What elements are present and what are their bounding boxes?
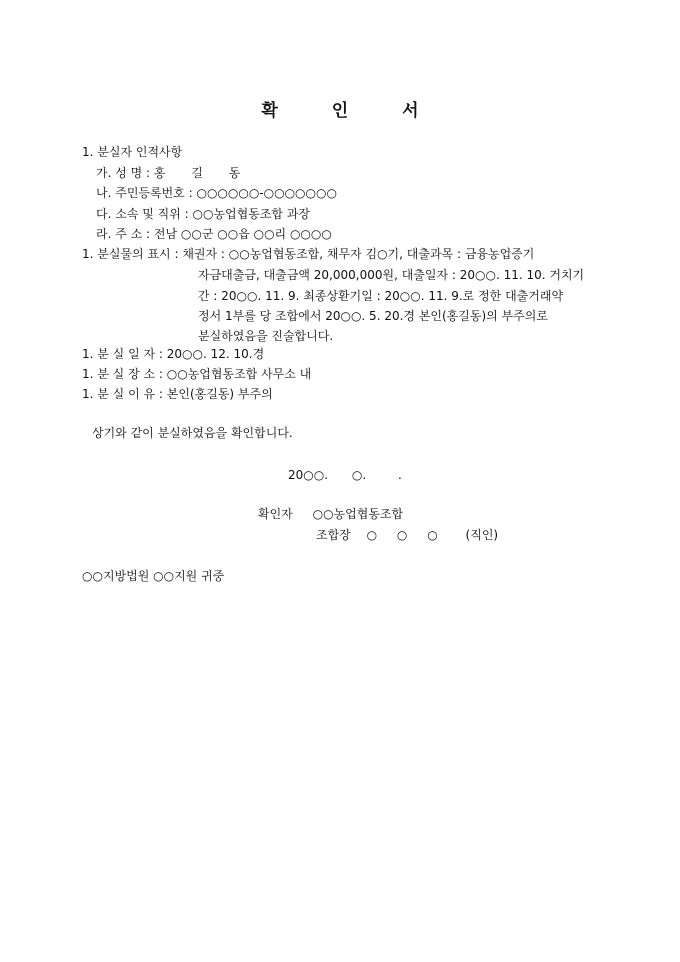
- name-label: 가. 성 명 :: [96, 166, 151, 180]
- date-year: 20○○.: [288, 468, 329, 482]
- signer-label: 확인자: [258, 507, 293, 521]
- document-date: [288, 464, 402, 486]
- lost-item-label: 1. 분실물의 표시 :: [82, 247, 179, 261]
- loss-reason-label: 1. 분 실 이 유 :: [82, 387, 163, 401]
- loss-place-value: ○○농업협동조합 사무소 내: [166, 367, 312, 381]
- signer-name-char-2: ○: [396, 528, 408, 542]
- section-personal-heading: 1. 분실자 인적사항: [82, 145, 183, 159]
- name-row: [96, 162, 262, 184]
- loss-reason-value: 본인(홍길동) 부주의: [166, 387, 273, 401]
- rrn-label: 나. 주민등록번호 :: [96, 186, 193, 200]
- signer-row: [258, 503, 403, 525]
- lost-item-row: [82, 243, 534, 265]
- signer-org: ○○농업협동조합: [312, 507, 404, 521]
- job-label: 다. 소속 및 직위 :: [96, 207, 189, 221]
- signer-title: 조합장: [316, 528, 351, 542]
- seal-note: (직인): [465, 528, 499, 542]
- loss-date-value: 20○○. 12. 10.경: [166, 347, 265, 361]
- job-value: ○○농업협동조합 과장: [192, 207, 310, 221]
- title-char-2: 인: [331, 101, 349, 121]
- loss-date-row: [82, 343, 264, 365]
- lost-item-line-3: 간 : 20○○. 11. 9. 최종상환기일 : 20○○. 11. 9.로 정한 대출거래약: [198, 289, 564, 303]
- loss-date-label: 1. 분 실 일 자 :: [82, 347, 163, 361]
- lost-item-line-4: 정서 1부를 당 조합에서 20○○. 5. 20.경 본인(홍길동)의 부주의로: [198, 309, 548, 323]
- date-month: ○.: [351, 468, 367, 482]
- name-value: [154, 166, 262, 180]
- signer-name-char-1: ○: [366, 528, 378, 542]
- recipient: ○○지방법원 ○○지원 귀중: [82, 569, 225, 583]
- signer-title-row: [316, 524, 498, 546]
- lost-item-line-1: 채권자 : ○○농업협동조합, 채무자 김○기, 대출과목 : 금융농업증기: [182, 247, 535, 261]
- rrn-value: ○○○○○○-○○○○○○○: [196, 186, 337, 200]
- address-label: 라. 주 소 :: [96, 227, 151, 241]
- address-value: 전남 ○○군 ○○읍 ○○리 ○○○○: [153, 227, 332, 241]
- job-row: [96, 203, 310, 225]
- name-char-2: 길: [191, 166, 203, 180]
- lost-item-line-2: 자금대출금, 대출금액 20,000,000원, 대출일자 : 20○○. 11. 10. 거치기: [198, 268, 585, 282]
- document-title: [0, 96, 680, 121]
- name-char-1: 홍: [153, 166, 166, 180]
- loss-reason-row: [82, 383, 273, 405]
- loss-place-label: 1. 분 실 장 소 :: [82, 367, 163, 381]
- title-char-1: 확: [261, 101, 278, 121]
- title-char-3: 서: [402, 101, 419, 121]
- confirm-statement: 상기와 같이 분실하였음을 확인합니다.: [92, 426, 293, 440]
- loss-place-row: [82, 363, 311, 385]
- signer-name-char-3: ○: [427, 528, 438, 542]
- rrn-row: [96, 182, 337, 204]
- date-day: .: [397, 468, 402, 482]
- address-row: [96, 223, 332, 245]
- lost-item-line-5: 분실하였음을 진술합니다.: [198, 329, 334, 343]
- name-char-3: 동: [228, 166, 241, 180]
